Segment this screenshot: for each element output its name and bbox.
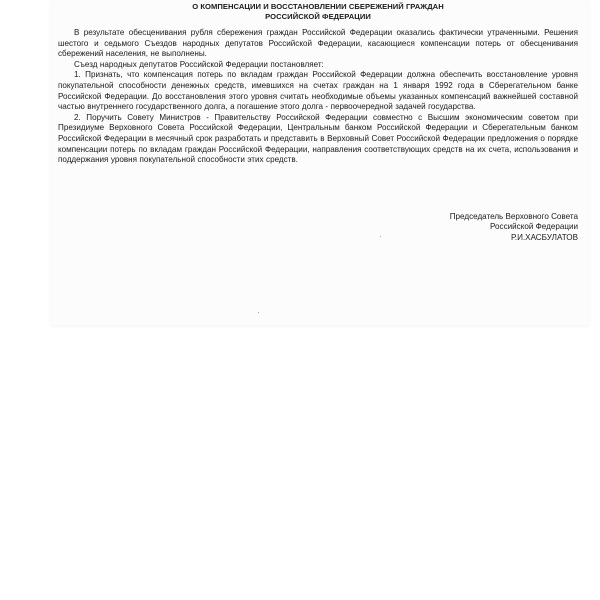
paragraph-item-2: 2. Поручить Совету Министров - Правительству Российской Федерации совместно с Высшим экономическим советом при Президиуме Верховного Совета Российской Федерации, Центральным банком Российской Федерации и Сберегательным банком Российской Федерации в месячный срок разработать и представить в Верховный Совет Российской Федерации предложения о порядке компенсации потерь по вкладам граждан Российской Федерации, направления соответствующих средств на их счета, использования и поддержания уровня покупательной способности этих средств. xyxy=(58,112,578,165)
scan-speck xyxy=(380,236,381,237)
signature-position: Председатель Верховного Совета xyxy=(449,212,578,221)
document-title-line-1: О КОМПЕНСАЦИИ И ВОССТАНОВЛЕНИИ СБЕРЕЖЕНИЙ ГРАЖДАН xyxy=(192,2,444,11)
paragraph-resolution-header: Съезд народных депутатов Российской Федерации постановляет: xyxy=(74,59,324,69)
paragraph-item-1: 1. Признать, что компенсация потерь по вкладам граждан Российской Федерации должна обеспечить восстановление уровня покупательной способности денежных средств, имевшихся на счетах граждан на 1 января 1992 года в Сберегательном банке Российской Федерации. До восстановления этого уровня считать необходимые объемы указанных компенсаций важнейшей составной частью внутреннего государственного долга, а погашение этого долга - первоочередной задачей государства. xyxy=(58,70,578,112)
signature-name: Р.И.ХАСБУЛАТОВ xyxy=(511,232,578,242)
document-body xyxy=(58,28,578,166)
document-sheet xyxy=(58,2,578,166)
scan-speck xyxy=(258,312,259,313)
signature-organization: Российской Федерации xyxy=(489,222,578,232)
paragraph-intro: В результате обесценивания рубля сбережения граждан Российской Федерации оказались фактически утраченными. Решения шестого и седьмого Съездов народных депутатов Российской Федерации, касающиеся компенсации потерь от обесценивания сбережений населения, не выполнены. xyxy=(58,28,578,59)
document-title-line-2: РОССИЙСКОЙ ФЕДЕРАЦИИ xyxy=(265,11,371,21)
document-title xyxy=(58,2,578,21)
signature-block xyxy=(450,212,578,243)
